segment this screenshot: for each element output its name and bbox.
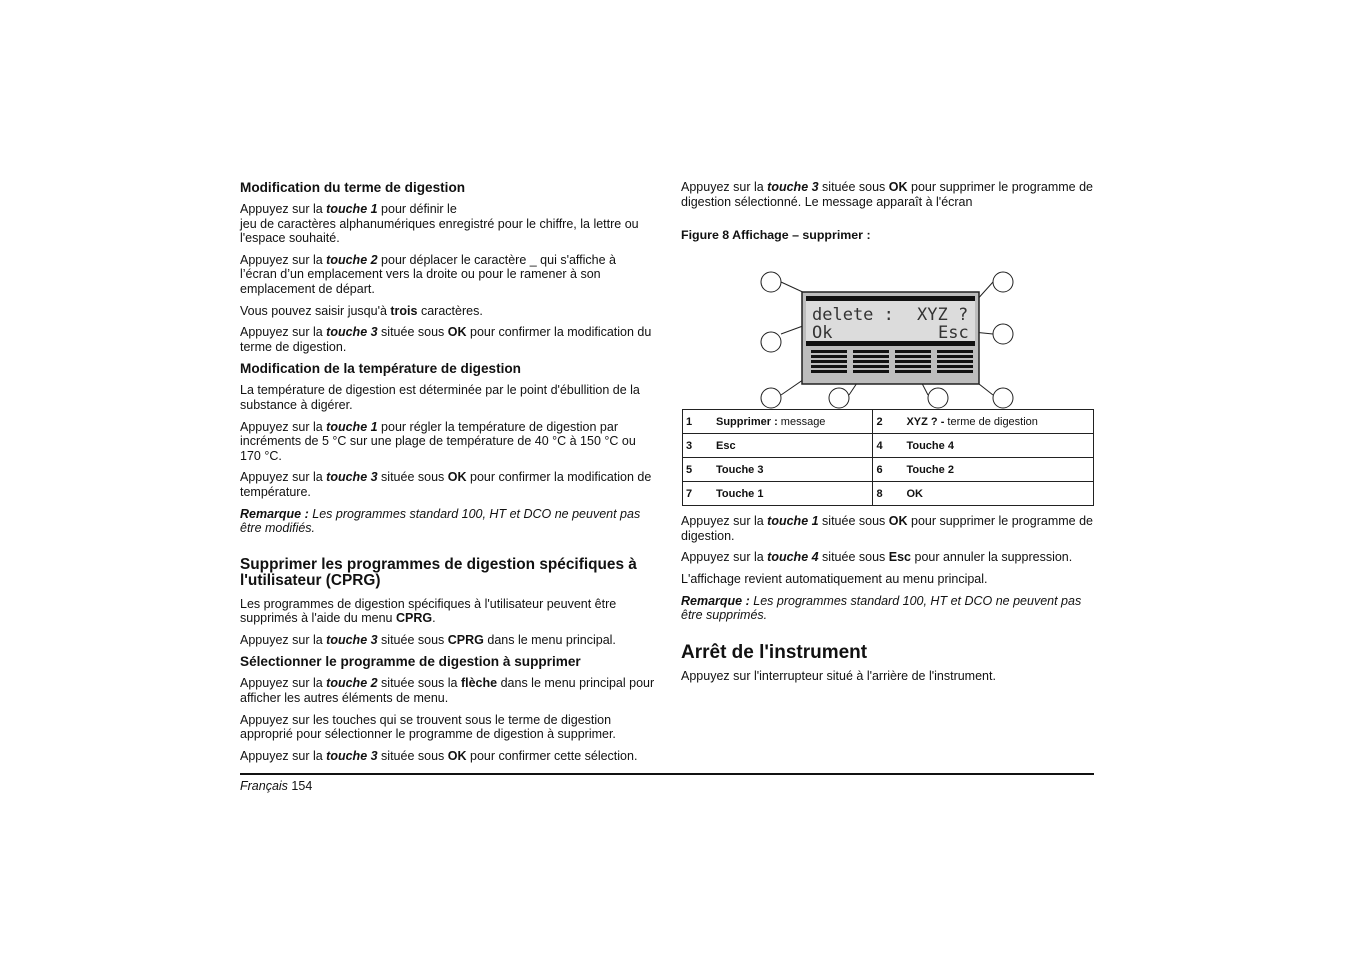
paragraph: Vous pouvez saisir jusqu'à trois caractères. (240, 303, 483, 318)
heading-arret-instrument: Arrêt de l'instrument (681, 641, 868, 663)
paragraph: Appuyez sur la touche 3 située sous OK pour supprimer le programme de digestion sélectionné. Le message apparaît à l'écran (681, 180, 1094, 209)
callout-circle (761, 332, 781, 352)
page-footer (240, 779, 312, 793)
display-text-xyz: XYZ ? (917, 305, 969, 326)
table-row (683, 458, 1094, 482)
callout-circle (829, 388, 849, 408)
table-row (683, 434, 1094, 458)
paragraph: Appuyez sur la touche 3 située sous CPRG dans le menu principal. (240, 632, 616, 647)
legend-text: Touche 3 (712, 458, 873, 482)
figure-caption: Figure 8 Affichage – supprimer : (681, 228, 871, 243)
legend-text: Touche 4 (902, 434, 1093, 458)
legend-number: 1 (683, 410, 713, 434)
display-figure (681, 264, 1096, 409)
paragraph: Les programmes de digestion spécifiques à l'utilisateur peuvent être supprimés à l'aide du menu CPRG. (240, 596, 617, 626)
legend-number: 5 (683, 458, 713, 482)
page-number: 154 (291, 779, 313, 793)
heading-selectionner: Sélectionner le programme de digestion à supprimer (240, 654, 581, 670)
table-row (683, 482, 1094, 506)
paragraph: Appuyez sur la touche 3 située sous OK pour confirmer la modification de température. (240, 470, 652, 499)
paragraph: Appuyez sur la touche 2 située sous la flèche dans le menu principal pour afficher les autres éléments de menu. (240, 676, 655, 706)
callout-circle (761, 388, 781, 408)
paragraph: Appuyez sur l'interrupteur situé à l'arrière de l'instrument. (681, 668, 996, 683)
note: Remarque : Les programmes standard 100, HT et DCO ne peuvent pas être modifiés. (240, 506, 641, 536)
paragraph: Appuyez sur la touche 1 pour définir le jeu de caractères alphanumériques enregistré pour le chiffre, la lettre ou l'espace souhaité. (240, 202, 639, 246)
footer-divider (240, 773, 1094, 775)
callout-circle (993, 272, 1013, 292)
legend-number: 3 (683, 434, 713, 458)
legend-text: XYZ ? - terme de digestion (902, 410, 1093, 434)
figure-legend-table (682, 409, 1094, 506)
display-text-delete: delete : (812, 305, 894, 326)
legend-number: 7 (683, 482, 713, 506)
paragraph: Appuyez sur la touche 2 pour déplacer le caractère _ qui s'affiche à l’écran d’un emplacement vers la droite ou pour le ramener à son emplacement de départ. (240, 252, 616, 296)
paragraph: Appuyez sur la touche 3 située sous OK pour confirmer la modification du terme de digestion. (240, 325, 652, 354)
legend-number: 4 (873, 434, 903, 458)
callout-circle (928, 388, 948, 408)
left-column (240, 180, 655, 770)
legend-number: 2 (873, 410, 903, 434)
display-text-esc: Esc (938, 323, 969, 344)
paragraph: Appuyez sur la touche 3 située sous OK pour confirmer cette sélection. (240, 748, 638, 763)
note: Remarque : Les programmes standard 100, HT et DCO ne peuvent pas être supprimés. (681, 593, 1082, 623)
footer-language: Français (240, 779, 288, 793)
table-row (683, 410, 1094, 434)
legend-text: Touche 1 (712, 482, 873, 506)
paragraph: Appuyez sur la touche 4 située sous Esc pour annuler la suppression. (681, 550, 1073, 565)
heading-modification-temperature: Modification de la température de digestion (240, 361, 521, 377)
legend-text: Esc (712, 434, 873, 458)
display-text-ok: Ok (812, 323, 833, 344)
right-column (681, 180, 1096, 690)
callout-circle (993, 388, 1013, 408)
legend-text: Supprimer : message (712, 410, 873, 434)
legend-number: 6 (873, 458, 903, 482)
paragraph: Appuyez sur la touche 1 située sous OK pour supprimer le programme de digestion. (681, 514, 1094, 543)
heading-modification-terme: Modification du terme de digestion (240, 180, 466, 195)
paragraph: L'affichage revient automatiquement au menu principal. (681, 571, 988, 586)
legend-text: OK (902, 482, 1093, 506)
display-diagram (681, 264, 1096, 409)
legend-text: Touche 2 (902, 458, 1093, 482)
display-top-bar (806, 296, 975, 301)
callout-circle (761, 272, 781, 292)
heading-supprimer-cprg: Supprimer les programmes de digestion spécifiques à l'utilisateur (CPRG) (240, 555, 637, 589)
legend-number: 8 (873, 482, 903, 506)
callout-circle (993, 324, 1013, 344)
paragraph: Appuyez sur la touche 1 pour régler la température de digestion par incréments de 5 °C sur une plage de température de 40 °C à 150 °C ou 170 °C. (240, 419, 636, 463)
paragraph: La température de digestion est déterminée par le point d'ébullition de la substance à digérer. (240, 383, 640, 412)
paragraph: Appuyez sur les touches qui se trouvent sous le terme de digestion approprié pour sélectionner le programme de digestion à supprimer. (240, 712, 616, 742)
